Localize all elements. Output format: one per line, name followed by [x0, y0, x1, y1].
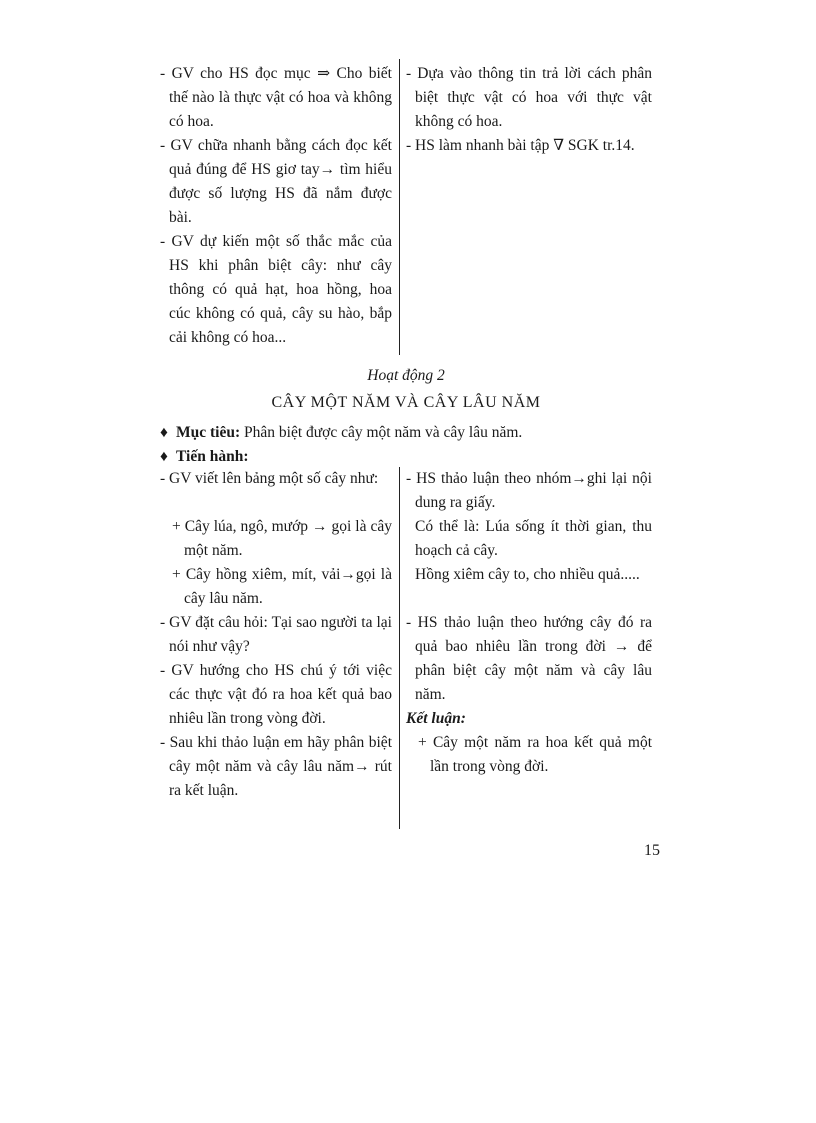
- student-column: [406, 467, 652, 779]
- teacher-step: - GV đặt câu hỏi: Tại sao người ta lại nói như vậy?: [160, 614, 392, 655]
- bottom-activity-table: [160, 467, 652, 829]
- student-column: [406, 59, 652, 158]
- teacher-step: - GV dự kiến một số thắc mắc của HS khi phân biệt cây: như cây thông có quả hạt, hoa hồng, hoa cúc không có quả, cây su hào, bắp cải không có hoa...: [160, 233, 392, 346]
- teacher-step: - GV hướng cho HS chú ý tới việc các thực vật đó ra hoa kết quả bao nhiêu lần trong vòng đời.: [160, 662, 392, 727]
- column-divider: [399, 59, 400, 355]
- activity-title: CÂY MỘT NĂM VÀ CÂY LÂU NĂM: [271, 394, 541, 411]
- teacher-step: - Sau khi thảo luận em hãy phân biệt cây một năm và cây lâu năm→ rút ra kết luận.: [160, 734, 392, 799]
- procedure-line: [160, 445, 652, 469]
- teacher-example: + Cây hồng xiêm, mít, vải→gọi là cây lâu năm.: [172, 566, 392, 607]
- teacher-step: - GV chữa nhanh bằng cách đọc kết quả đúng để HS giơ tay→ tìm hiểu được số lượng HS đã nắm được bài.: [160, 137, 392, 226]
- student-answer: Hồng xiêm cây to, cho nhiều quả.....: [415, 566, 640, 583]
- column-divider: [399, 467, 400, 829]
- teacher-example: + Cây lúa, ngô, mướp → gọi là cây một năm.: [172, 518, 392, 559]
- activity-label: Hoạt động 2: [367, 367, 445, 384]
- teacher-column: [160, 59, 392, 350]
- student-step: - Dựa vào thông tin trả lời cách phân biệt thực vật có hoa với thực vật không có hoa.: [406, 65, 652, 130]
- activity-heading: [160, 364, 652, 418]
- student-step: - HS làm nhanh bài tập ∇ SGK tr.14.: [406, 137, 635, 154]
- teacher-step: - GV viết lên bảng một số cây như:: [160, 470, 379, 487]
- conclusion-label: Kết luận:: [406, 710, 466, 727]
- objective-text: Phân biệt được cây một năm và cây lâu năm.: [240, 424, 523, 441]
- objective-line: [160, 421, 652, 445]
- teacher-step: - GV cho HS đọc mục ⇒ Cho biết thế nào là thực vật có hoa và không có hoa.: [160, 65, 392, 130]
- teacher-column: [160, 467, 392, 803]
- objective-label: Mục tiêu:: [176, 424, 241, 441]
- page-number: 15: [644, 842, 660, 859]
- student-answer: Có thể là: Lúa sống ít thời gian, thu hoạch cả cây.: [415, 518, 652, 559]
- procedure-label: Tiến hành:: [176, 448, 249, 465]
- student-step: - HS thảo luận theo hướng cây đó ra quả bao nhiêu lần trong đời → để phân biệt cây một năm và cây lâu năm.: [406, 614, 652, 703]
- diamond-bullet-icon: ♦: [160, 424, 168, 441]
- diamond-bullet-icon: ♦: [160, 448, 168, 465]
- student-step: - HS thảo luận theo nhóm→ghi lại nội dung ra giấy.: [406, 470, 652, 511]
- top-activity-table: [160, 59, 652, 355]
- conclusion-text: + Cây một năm ra hoa kết quả một lần trong vòng đời.: [418, 734, 652, 775]
